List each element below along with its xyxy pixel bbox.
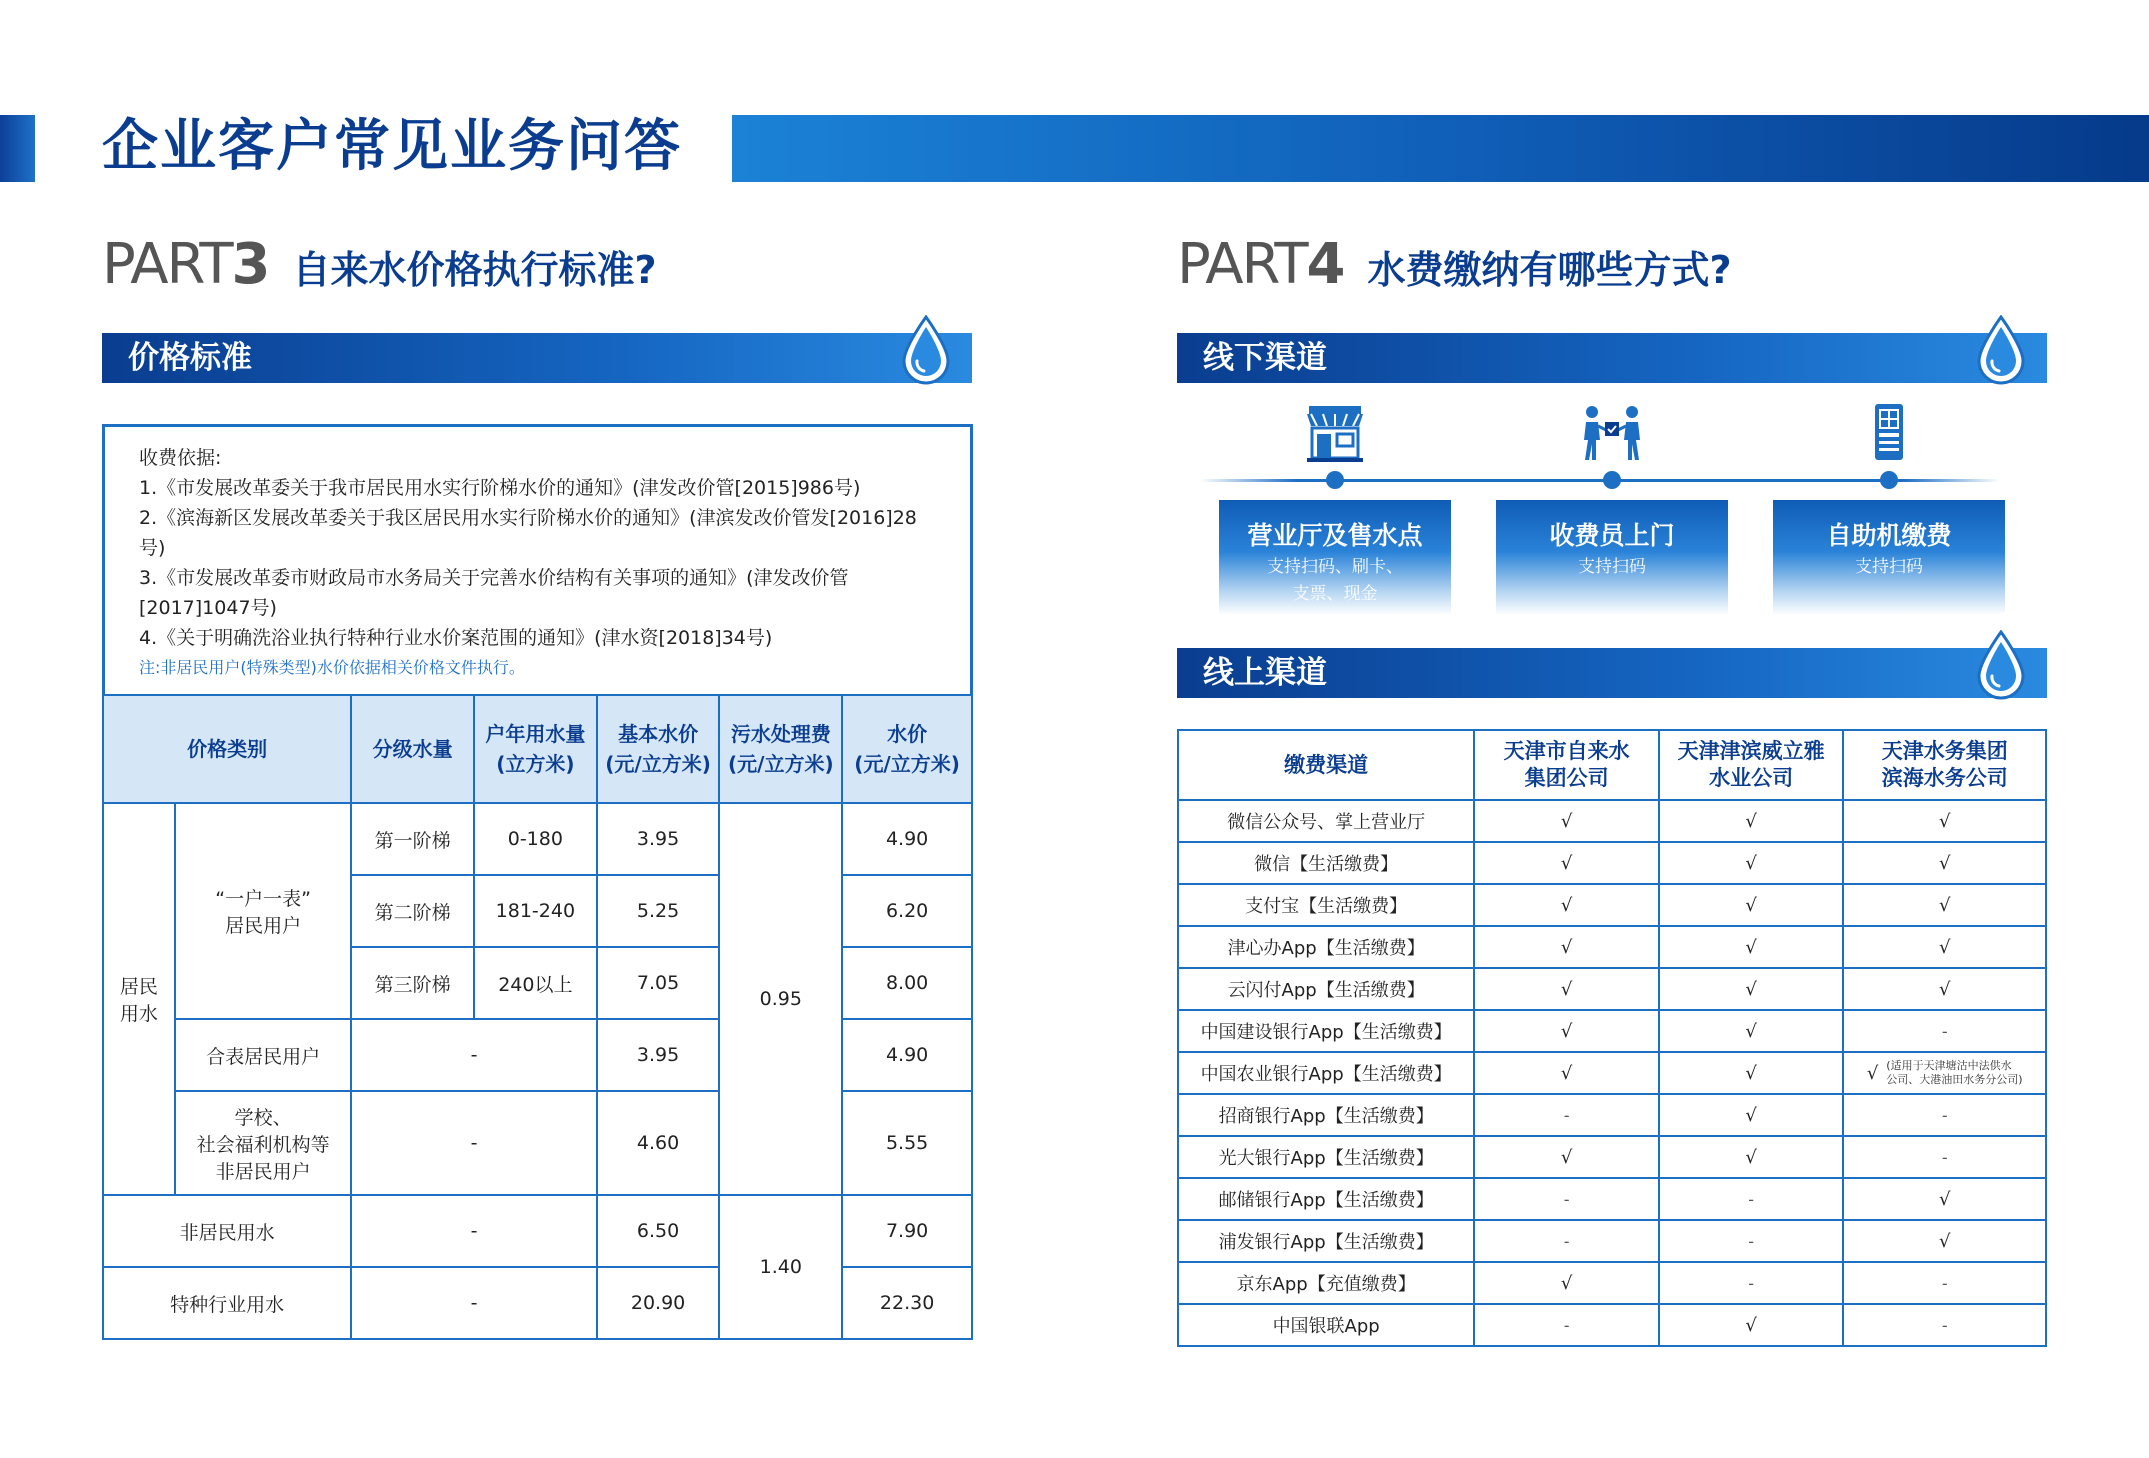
cell-availability-c1: -: [1474, 1304, 1659, 1346]
table-row: [1178, 1220, 2046, 1262]
table-row: [103, 1091, 972, 1195]
cell-availability-c2: -: [1659, 1178, 1844, 1220]
cell-availability-c3: √: [1843, 926, 2046, 968]
channel-sub: 支持扫码: [1855, 557, 1923, 577]
channel-title: 营业厅及售水点: [1247, 521, 1423, 550]
cell-availability-c2: -: [1659, 1262, 1844, 1304]
cell-special-label: 特种行业用水: [103, 1267, 351, 1339]
channel-card-self-service: [1773, 500, 2005, 615]
channel-card-service-hall: [1219, 500, 1451, 615]
section-bar-offline: [1177, 333, 2047, 383]
basis-item-4: 4.《关于明确洗浴业执行特种行业水价案范围的通知》(津水资[2018]34号): [139, 627, 773, 649]
table-row: [103, 1195, 972, 1267]
cell-combined-label: 合表居民用户: [175, 1019, 352, 1091]
cell-availability-c2: √: [1659, 884, 1844, 926]
th-company-1: 天津市自来水 集团公司: [1474, 730, 1659, 800]
cell-availability-c1: -: [1474, 1094, 1659, 1136]
section-title-offline: 线下渠道: [1203, 340, 1327, 376]
cell-channel-name: 云闪付App【生活缴费】: [1178, 968, 1474, 1010]
basis-item-3: 3.《市发展改革委市财政局市水务局关于完善水价结构有关事项的通知》(津发改价管[2017]1047号): [139, 567, 849, 619]
water-drop-icon: [900, 315, 952, 385]
th-tier: 分级水量: [351, 695, 474, 803]
table-row: [1178, 800, 2046, 842]
check-mark: √: [1866, 1062, 1879, 1084]
channel-sub: 支票、现金: [1292, 584, 1378, 604]
table-row: [1178, 842, 2046, 884]
cell-price: 4.90: [842, 803, 972, 875]
cell-sewage-nonres: 1.40: [719, 1195, 842, 1339]
cell-availability-c2: √: [1659, 1094, 1844, 1136]
cell-base: 3.95: [597, 1019, 720, 1091]
basis-note: 注:非居民用户(特殊类型)水价依据相关价格文件执行。: [139, 658, 525, 677]
payment-channel-table: [1177, 729, 2047, 1347]
cell-price: 22.30: [842, 1267, 972, 1339]
cell-availability-c2: √: [1659, 842, 1844, 884]
cell-availability-c1: √: [1474, 1052, 1659, 1094]
part3-number: 3: [231, 232, 271, 297]
cell-price: 5.55: [842, 1091, 972, 1195]
cell-school-label: 学校、 社会福利机构等 非居民用户: [175, 1091, 352, 1195]
cell-availability-c2: √: [1659, 800, 1844, 842]
table-row: [1178, 1136, 2046, 1178]
cell-base: 7.05: [597, 947, 720, 1019]
table-row: [1178, 1304, 2046, 1346]
cell-base: 4.60: [597, 1091, 720, 1195]
cell-channel-name: 光大银行App【生活缴费】: [1178, 1136, 1474, 1178]
cell-base: 3.95: [597, 803, 720, 875]
basis-heading: 收费依据:: [139, 447, 222, 469]
payment-table-header-row: [1178, 730, 2046, 800]
cell-tier: 第三阶梯: [351, 947, 474, 1019]
table-row: [103, 1019, 972, 1091]
cell-range: -: [351, 1091, 596, 1195]
cell-range: 0-180: [474, 803, 597, 875]
cell-availability-c3: √: [1843, 968, 2046, 1010]
section-bar-price-standard: [102, 333, 972, 383]
cell-channel-name: 微信【生活缴费】: [1178, 842, 1474, 884]
cell-availability-c3: √: [1843, 884, 2046, 926]
cell-price: 6.20: [842, 875, 972, 947]
th-price-category: 价格类别: [103, 695, 351, 803]
water-drop-icon: [1975, 315, 2027, 385]
cell-channel-name: 中国建设银行App【生活缴费】: [1178, 1010, 1474, 1052]
th-water-price: 水价 (元/立方米): [842, 695, 972, 803]
th-company-2: 天津津滨威立雅 水业公司: [1659, 730, 1844, 800]
table-row: [103, 1267, 972, 1339]
cell-availability-c1: √: [1474, 842, 1659, 884]
cell-base: 5.25: [597, 875, 720, 947]
part3-question: 自来水价格执行标准?: [292, 248, 657, 292]
table-row: [103, 803, 972, 875]
cell-channel-name: 中国银联App: [1178, 1304, 1474, 1346]
cell-availability-c2: √: [1659, 1136, 1844, 1178]
part4-word: PART: [1177, 232, 1307, 297]
table-row: [1178, 1178, 2046, 1220]
cell-availability-c2: √: [1659, 968, 1844, 1010]
cell-availability-c3: √: [1843, 800, 2046, 842]
basis-item-1: 1.《市发展改革委关于我市居民用水实行阶梯水价的通知》(津发改价管[2015]986号): [139, 477, 861, 499]
header-banner-bar: [732, 115, 2149, 182]
price-table-header-row: [103, 695, 972, 803]
cell-availability-c3: -: [1843, 1262, 2046, 1304]
cell-availability-c1: √: [1474, 884, 1659, 926]
channel-title: 收费员上门: [1549, 521, 1675, 550]
page-title: 企业客户常见业务问答: [102, 114, 682, 179]
cell-base: 6.50: [597, 1195, 720, 1267]
part4-heading: [1177, 232, 1732, 302]
channel-sub: 支持扫码、刷卡、: [1267, 557, 1403, 577]
th-company-3: 天津水务集团 滨海水务公司: [1843, 730, 2046, 800]
channel-sub: 支持扫码: [1578, 557, 1646, 577]
cell-price: 4.90: [842, 1019, 972, 1091]
th-base-price: 基本水价 (元/立方米): [597, 695, 720, 803]
cell-availability-c2: √: [1659, 1010, 1844, 1052]
cell-channel-name: 微信公众号、掌上营业厅: [1178, 800, 1474, 842]
channel-dot: [1326, 471, 1344, 489]
cell-availability-c2: √: [1659, 926, 1844, 968]
cell-availability-c1: √: [1474, 968, 1659, 1010]
self-service-kiosk-icon: [1857, 402, 1921, 464]
table-row: [1178, 1094, 2046, 1136]
channel-card-cashier-visit: [1496, 500, 1728, 615]
cell-availability-c3: [1843, 1052, 2046, 1094]
th-annual-usage: 户年用水量 (立方米): [474, 695, 597, 803]
cell-availability-c3: -: [1843, 1136, 2046, 1178]
price-table: [102, 694, 973, 1340]
cell-price: 8.00: [842, 947, 972, 1019]
cell-nonres-label: 非居民用水: [103, 1195, 351, 1267]
cell-range: 181-240: [474, 875, 597, 947]
table-row: [1178, 884, 2046, 926]
section-title-online: 线上渠道: [1203, 655, 1327, 691]
cell-availability-c3: √: [1843, 1178, 2046, 1220]
part4-number: 4: [1306, 232, 1346, 297]
part3-word: PART: [102, 232, 232, 297]
abc-applicability-note: (适用于天津塘沽中法供水 公司、大港油田水务分公司): [1886, 1059, 2023, 1086]
cell-availability-c3: -: [1843, 1304, 2046, 1346]
cell-sewage-residential: 0.95: [719, 803, 842, 1195]
table-row: [1178, 1262, 2046, 1304]
cell-tier: 第一阶梯: [351, 803, 474, 875]
cell-range: 240以上: [474, 947, 597, 1019]
cell-residential: 居民 用水: [103, 803, 175, 1195]
cell-one-household: “一户一表” 居民用户: [175, 803, 352, 1019]
part3-heading: [102, 232, 657, 302]
cell-availability-c3: √: [1843, 1220, 2046, 1262]
cell-availability-c3: -: [1843, 1010, 2046, 1052]
cell-availability-c1: -: [1474, 1220, 1659, 1262]
cell-channel-name: 津心办App【生活缴费】: [1178, 926, 1474, 968]
cell-availability-c1: -: [1474, 1178, 1659, 1220]
storefront-icon: [1303, 402, 1367, 464]
cell-channel-name: 中国农业银行App【生活缴费】: [1178, 1052, 1474, 1094]
basis-item-2: 2.《滨海新区发展改革委关于我区居民用水实行阶梯水价的通知》(津滨发改价管发[2016]28号): [139, 507, 917, 559]
water-drop-icon: [1975, 630, 2027, 700]
cell-base: 20.90: [597, 1267, 720, 1339]
channel-title: 自助机缴费: [1826, 521, 1952, 550]
cell-channel-name: 邮储银行App【生活缴费】: [1178, 1178, 1474, 1220]
th-channel: 缴费渠道: [1178, 730, 1474, 800]
cell-availability-c3: -: [1843, 1094, 2046, 1136]
table-row: [1178, 926, 2046, 968]
cell-channel-name: 浦发银行App【生活缴费】: [1178, 1220, 1474, 1262]
cashier-visit-icon: [1580, 402, 1644, 464]
cell-availability-c2: √: [1659, 1304, 1844, 1346]
cell-availability-c1: √: [1474, 926, 1659, 968]
cell-range: -: [351, 1195, 596, 1267]
cell-channel-name: 招商银行App【生活缴费】: [1178, 1094, 1474, 1136]
channel-dot: [1880, 471, 1898, 489]
cell-availability-c1: √: [1474, 1136, 1659, 1178]
table-row: [1178, 1010, 2046, 1052]
channel-dot: [1603, 471, 1621, 489]
cell-price: 7.90: [842, 1195, 972, 1267]
cell-availability-c3: √: [1843, 842, 2046, 884]
cell-availability-c1: √: [1474, 1010, 1659, 1052]
part4-question: 水费缴纳有哪些方式?: [1367, 248, 1732, 292]
table-row: [1178, 1052, 2046, 1094]
cell-range: -: [351, 1019, 596, 1091]
section-bar-online: [1177, 648, 2047, 698]
cell-range: -: [351, 1267, 596, 1339]
cell-availability-c2: √: [1659, 1052, 1844, 1094]
cell-tier: 第二阶梯: [351, 875, 474, 947]
section-title-price-standard: 价格标准: [128, 340, 252, 376]
cell-availability-c2: -: [1659, 1220, 1844, 1262]
header-accent-block: [0, 115, 35, 182]
th-sewage-fee: 污水处理费 (元/立方米): [719, 695, 842, 803]
table-row: [1178, 968, 2046, 1010]
cell-availability-c1: √: [1474, 1262, 1659, 1304]
cell-channel-name: 京东App【充值缴费】: [1178, 1262, 1474, 1304]
cell-availability-c1: √: [1474, 800, 1659, 842]
cell-channel-name: 支付宝【生活缴费】: [1178, 884, 1474, 926]
pricing-basis-box: [102, 424, 973, 694]
